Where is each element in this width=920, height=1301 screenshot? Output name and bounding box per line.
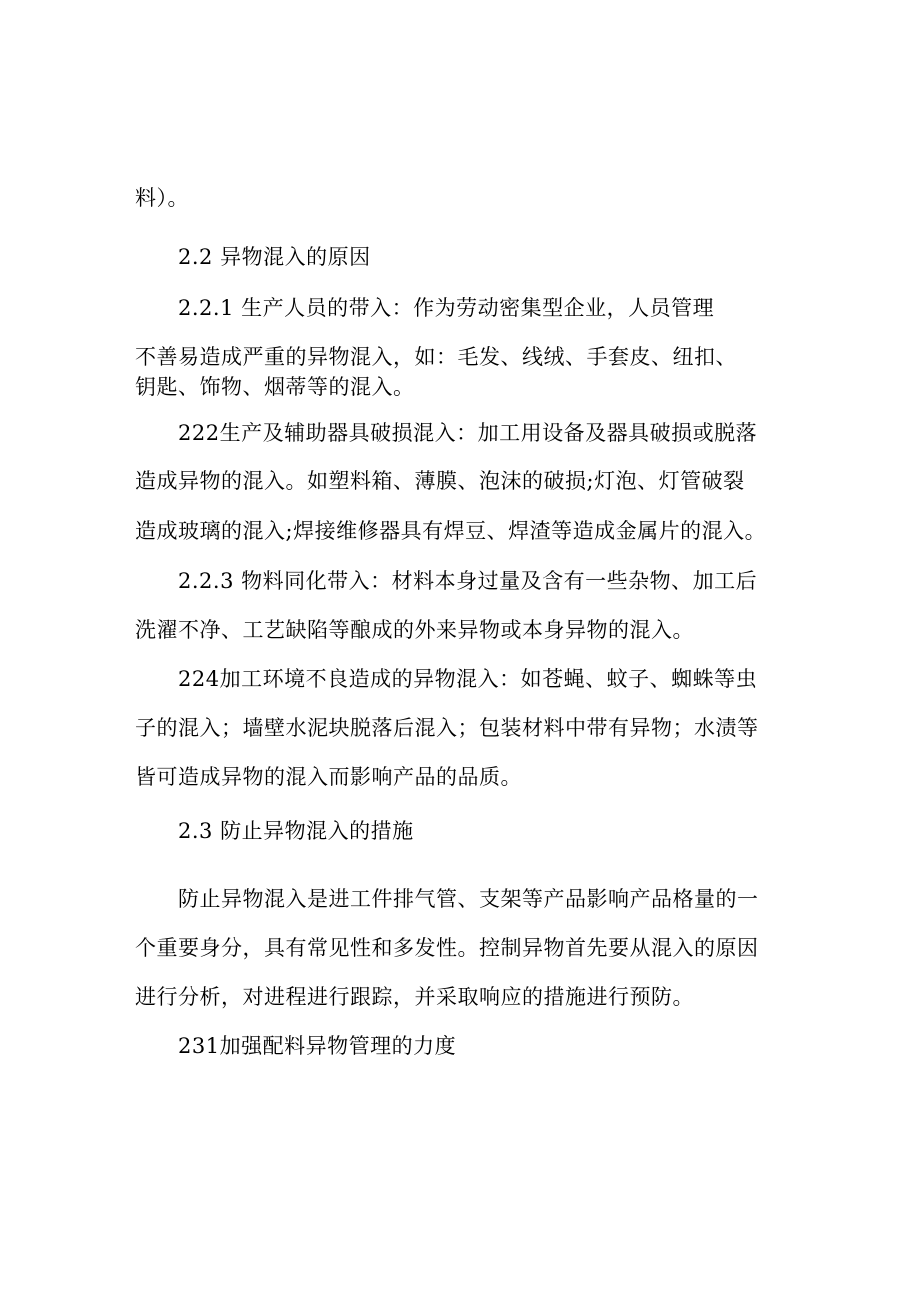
paragraph-2-2-1-line-3: 钥匙、饰物、烟蒂等的混入。	[135, 375, 415, 399]
section-heading-2-2: 2.2 异物混入的原因	[178, 245, 371, 269]
paragraph-2-2-3-line-1: 2.2.3 物料同化带入：材料本身过量及含有一些杂物、加工后	[178, 569, 758, 593]
paragraph-2-2-2-line-3: 造成玻璃的混入;焊接维修器具有焊豆、焊渣等造成金属片的混入。	[135, 519, 767, 543]
paragraph-2-3-line-1: 防止异物混入是进工件排气管、支架等产品影响产品格量的一	[178, 887, 759, 911]
paragraph-2-2-4-line-2: 子的混入；墙壁水泥块脱落后混入；包装材料中带有异物；水渍等	[135, 716, 759, 740]
paragraph-2-2-2-line-1: 222生产及辅助器具破损混入：加工用设备及器具破损或脱落	[178, 421, 758, 445]
paragraph-2-2-4-line-1: 224加工环境不良造成的异物混入：如苍蝇、蚊子、蜘蛛等虫	[178, 667, 758, 691]
section-heading-2-3-1: 231加强配料异物管理的力度	[178, 1034, 457, 1058]
text-line-continuation: 料）。	[135, 186, 189, 210]
paragraph-2-3-line-3: 进行分析，对进程进行跟踪，并采取响应的措施进行预防。	[135, 985, 694, 1009]
paragraph-2-2-3-line-2: 洗濯不净、工艺缺陷等酿成的外来异物或本身异物的混入。	[135, 618, 694, 642]
paragraph-2-3-line-2: 个重要身分，具有常见性和多发性。控制异物首先要从混入的原因	[135, 936, 759, 960]
paragraph-2-2-4-line-3: 皆可造成异物的混入而影响产品的品质。	[135, 765, 522, 789]
paragraph-2-2-2-line-2: 造成异物的混入。如塑料箱、薄膜、泡沫的破损;灯泡、灯管破裂	[135, 469, 745, 493]
section-heading-2-3: 2.3 防止异物混入的措施	[178, 819, 414, 843]
paragraph-2-2-1-line-2: 不善易造成严重的异物混入，如：毛发、线绒、手套皮、纽扣、	[135, 345, 737, 369]
paragraph-2-2-1-line-1: 2.2.1 生产人员的带入：作为劳动密集型企业，人员管理	[178, 296, 715, 320]
